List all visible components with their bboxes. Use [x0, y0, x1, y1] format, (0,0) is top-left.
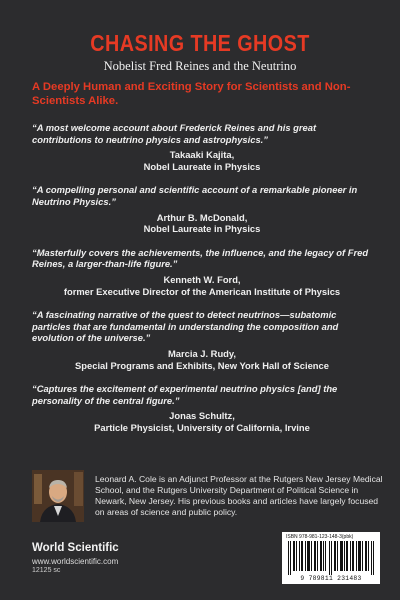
endorsement-name: Kenneth W. Ford, — [163, 273, 241, 285]
endorsement-quote: “Captures the excitement of experimental neutrino physics [and] the personality of the central figure.” — [32, 383, 338, 406]
endorsement-role: Nobel Laureate in Physics — [143, 160, 261, 172]
author-bio: Leonard A. Cole is an Adjunct Professor at the Rutgers New Jersey Medical School, and the Rutgers University Department of Political Science in Newark, New Jersey. His previous books and articles have largely focused on areas of science and public policy. — [95, 474, 383, 517]
endorsement — [32, 122, 372, 172]
isbn-barcode — [282, 532, 380, 584]
endorsement-role: Particle Physicist, University of California, Irvine — [94, 421, 310, 433]
endorsement-quote: “Masterfully covers the achievements, the influence, and the legacy of Fred Reines, a larger-than-life figure.” — [32, 246, 369, 270]
publisher-code: 12125 sc — [32, 567, 61, 574]
endorsement — [32, 247, 372, 297]
endorsements — [32, 122, 372, 445]
endorsement-quote: “A fascinating narrative of the quest to detect neutrinos—subatomic particles that are fundamental in understanding the composition and evolution of the universe.” — [32, 309, 339, 344]
endorsement-role: Special Programs and Exhibits, New York Hall of Science — [75, 359, 329, 371]
isbn-label: ISBN 978-981-123-148-3(pbk) — [286, 534, 354, 540]
endorsement — [32, 383, 372, 433]
endorsement — [32, 184, 372, 234]
endorsement-name: Arthur B. McDonald, — [156, 211, 248, 223]
publisher-url: www.worldscientific.com — [32, 557, 119, 566]
endorsement-name: Marcia J. Rudy, — [167, 347, 237, 359]
barcode-number: 9 789811 231483 — [300, 575, 362, 582]
publisher-name: World Scientific — [32, 542, 119, 554]
book-title: CHASING THE GHOST — [90, 30, 310, 56]
author-photo — [32, 470, 84, 522]
endorsement-quote: “A most welcome account about Frederick Reines and his great contributions to neutrino physics and astrophysics.” — [32, 122, 317, 145]
endorsement-quote: “A compelling personal and scientific account of a remarkable pioneer in Neutrino Physics.” — [32, 184, 358, 207]
book-subtitle: Nobelist Fred Reines and the Neutrino — [103, 59, 297, 73]
tagline: A Deeply Human and Exciting Story for Scientists and Non-Scientists Alike. — [32, 81, 351, 107]
endorsement-role: former Executive Director of the American Institute of Physics — [63, 285, 341, 297]
endorsement — [32, 309, 372, 371]
endorsement-name: Takaaki Kajita, — [169, 149, 235, 161]
endorsement-role: Nobel Laureate in Physics — [143, 223, 261, 235]
barcode-icon — [288, 541, 374, 575]
endorsement-name: Jonas Schultz, — [169, 410, 235, 422]
